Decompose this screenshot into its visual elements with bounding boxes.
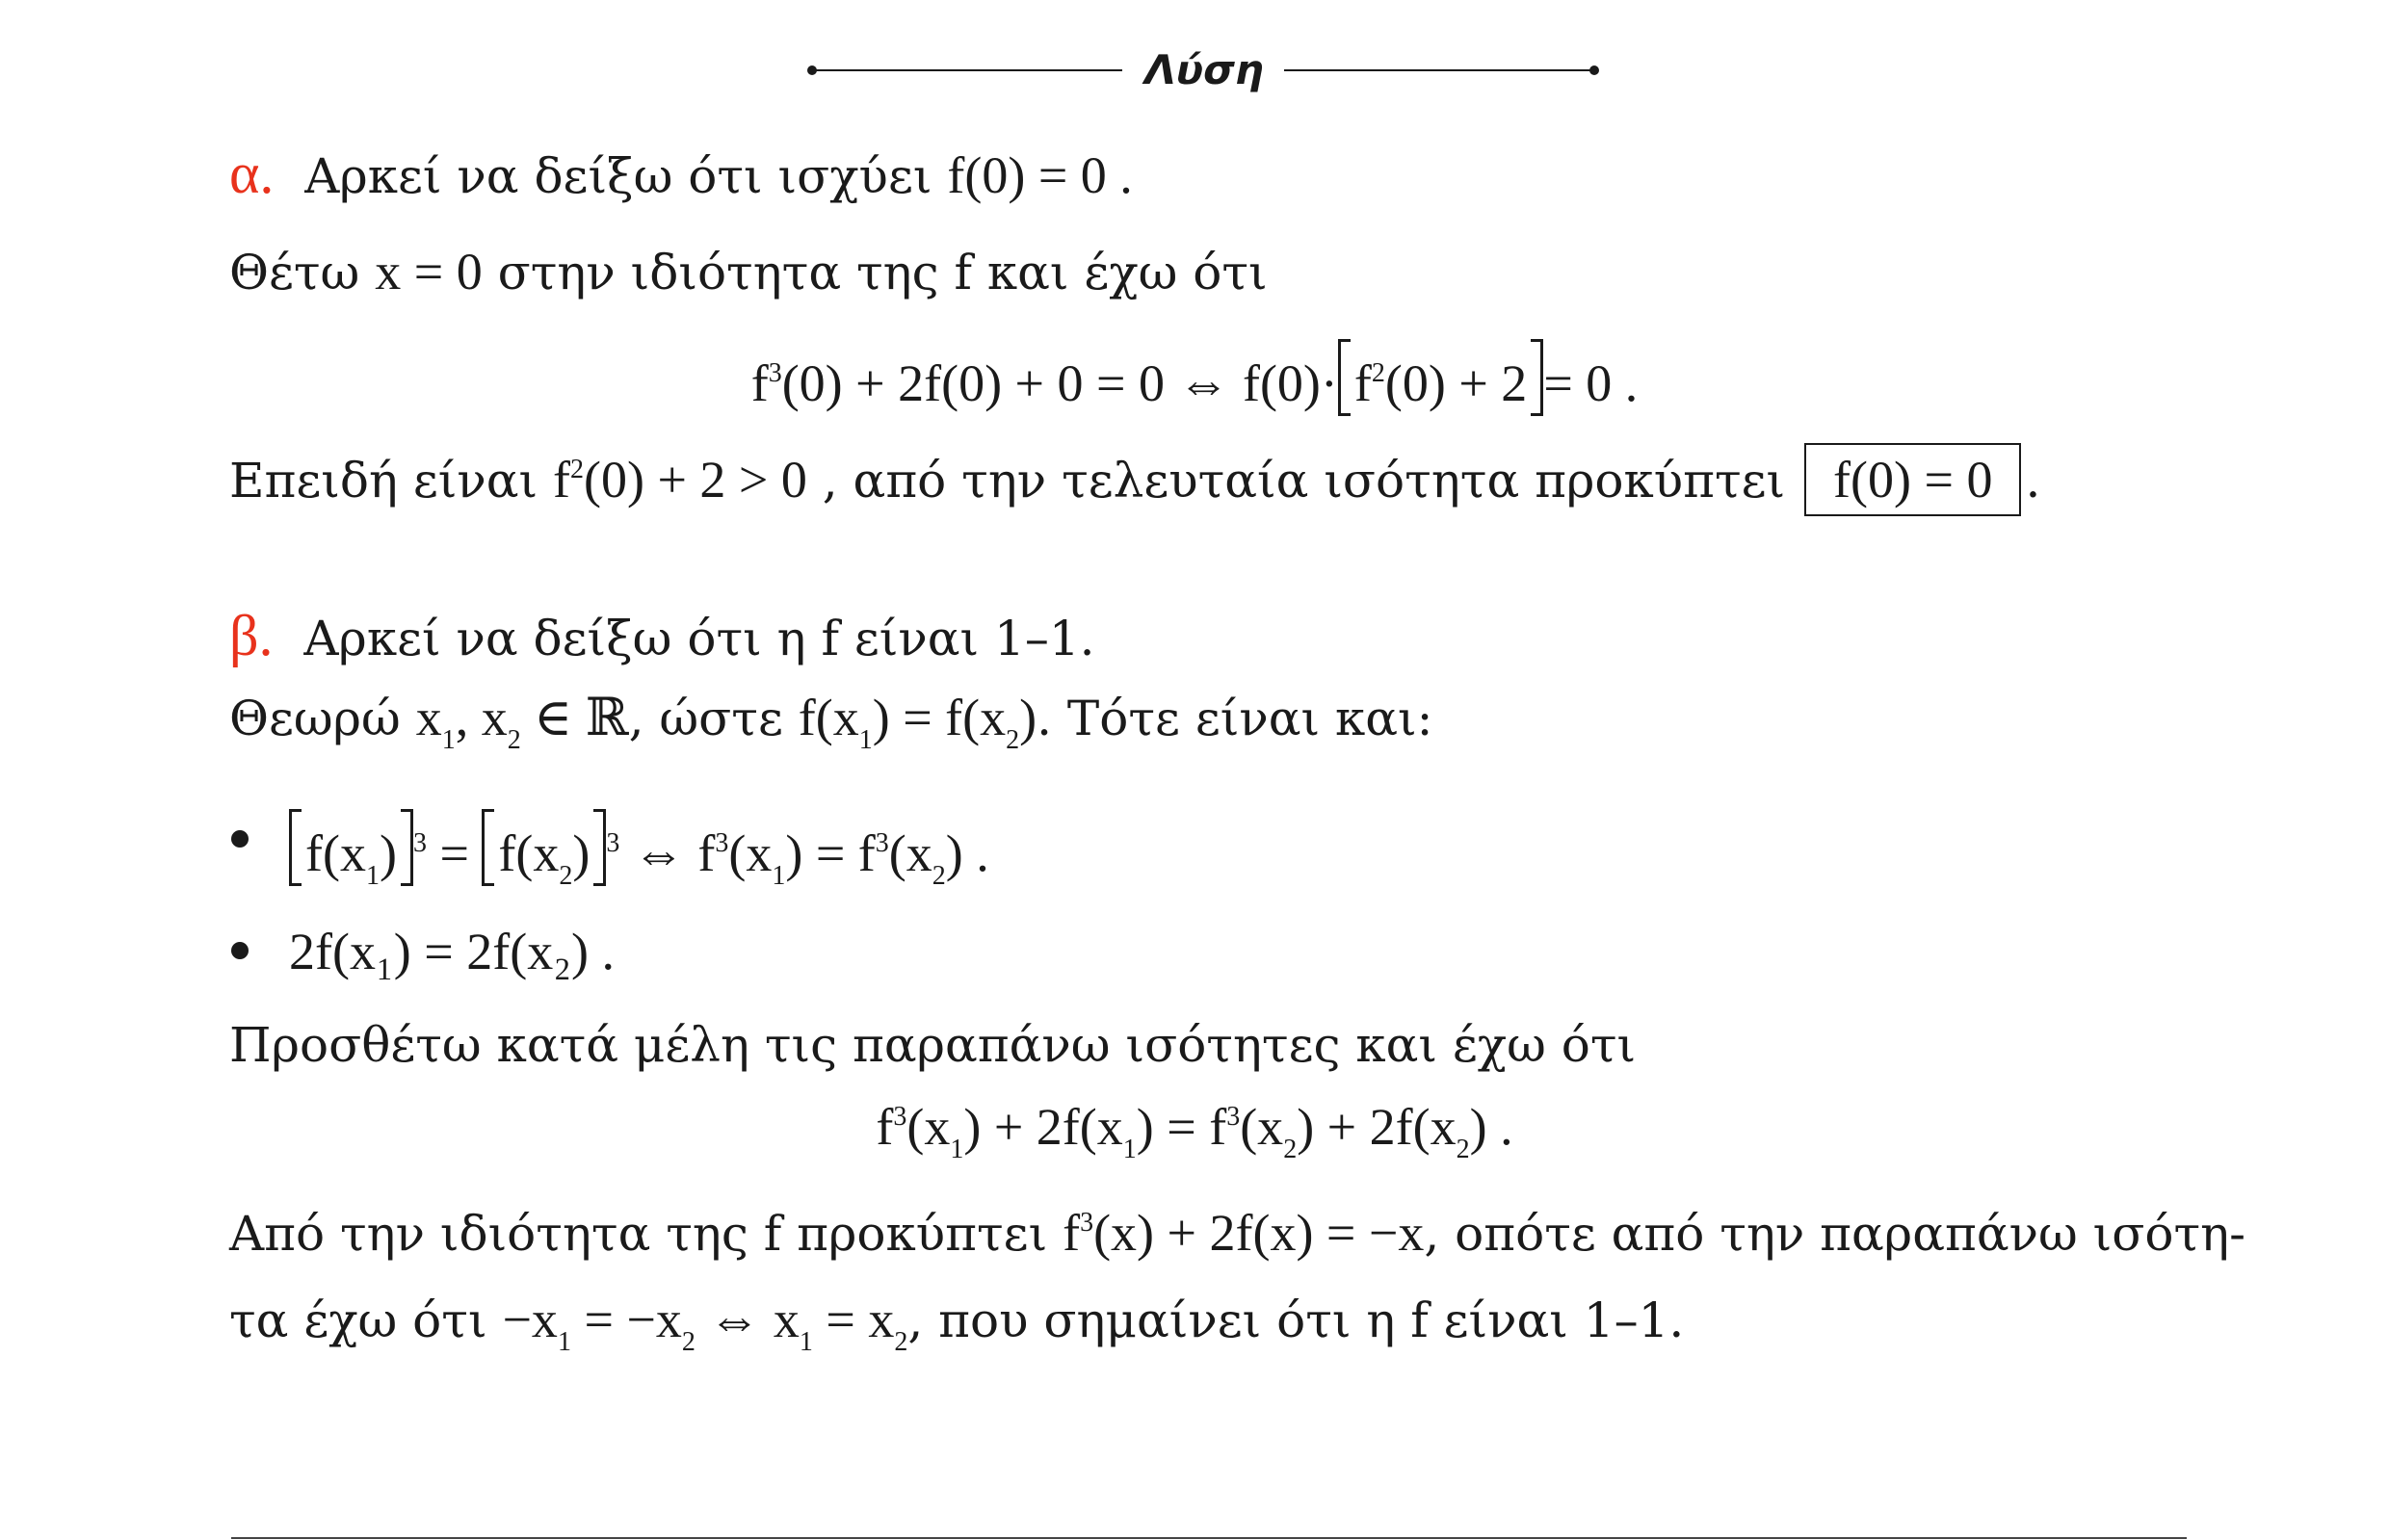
text-apo-tin: Από την ιδιότητα της f προκύπτει [229,1206,1048,1262]
l4-f: f [553,451,570,509]
eq1-inner-sup: 2 [1371,358,1385,388]
part-b-line-5: Προσθέτω κατά μέλη τις παραπάνω ισότητες και έχω ότι [229,1017,1637,1073]
text-epeidi: Επειδή είναι [229,453,538,509]
text-ta-exo: τα έχω ότι [229,1292,487,1348]
b1-period: . [976,824,989,882]
footer-rule [231,1537,2187,1539]
b1-rbr2 [593,809,606,886]
l4-ineq: (0) + 2 > 0 [583,451,807,509]
text-theoro: Θεωρώ [229,691,401,746]
part-a-goal: f(0) = 0 . [947,146,1133,204]
bullet-1-equation: $f(x_1) ^3 = f(x_2)$ $^3$ ⇔ $f^3(x_1) = f^3(x_2)$ . [289,809,989,886]
boxed-result: f(0) = 0 [1804,443,2021,516]
math-conclusion: $-x_1 = -x_2$ ⇔ $x_1 = x_2$ [502,1291,908,1357]
eq1-end: = 0 . [1543,354,1639,412]
equation-2: $f^3(x_1) + 2f(x_1) = f^3(x_2) + 2f(x_2)$ . [876,1098,1513,1164]
part-a-statement: Αρκεί να δείξω ότι ισχύει [304,148,932,204]
eq1-inner-f: f [1353,354,1372,412]
b1-lbr1 [289,809,302,886]
eq1-mid: (0) + 2f(0) + 0 = 0 ⇔ f(0)· [781,354,1338,412]
l4-sup: 2 [569,455,584,484]
equation-1 [0,339,2389,416]
text-opote: , οπότε από την παραπάνω ισότη- [1424,1206,2246,1262]
bullet-1 [231,830,249,848]
math-x-zero: x = 0 [375,243,483,300]
text-property: στην ιδιότητα της f και έχω ότι [497,245,1268,300]
part-a-line-4 [229,443,2040,516]
eq1-sup: 3 [768,358,782,388]
l4-period: . [2025,453,2041,509]
math-x1-x2-in-R: $x_1$, $x_2$ ∈ ℝ [415,689,629,755]
header-left-rule [812,69,1122,71]
part-a-line-1 [229,144,1133,205]
right-bracket [1531,339,1543,416]
text-prokyptei: , από την τελευταία ισότητα προκύπτει [822,453,1786,509]
part-b-statement: Αρκεί να δείξω ότι η f είναι 1–1. [303,611,1095,666]
part-b-line-7 [229,1204,2245,1263]
part-a-label: α. [229,142,275,205]
part-a-line-2 [229,243,1268,301]
math-property: $f^3(x) + 2f(x) = -x$ [1063,1204,1425,1262]
bullet-2-equation: 2f(x₁) = 2f(x₂) . [289,923,616,980]
part-b-line-2 [229,689,1433,755]
part-b-label: β. [229,604,274,667]
header-right-rule [1284,69,1594,71]
part-b-line-1 [229,604,1095,667]
eq1-f: f [750,354,769,412]
section-title: Λύση [1144,46,1264,93]
text-oste: , ώστε [628,691,783,746]
eq1-inner: (0) + 2 [1384,354,1528,412]
text-simainei: , που σημαίνει ότι η f είναι 1–1. [907,1292,1685,1348]
part-b-line-8 [229,1291,1685,1357]
header-right-dot [1589,65,1599,75]
text-theto: Θέτω [229,245,360,300]
math-fx1-eq-fx2: $f(x_1) = f(x_2)$ [798,689,1037,755]
bullet-2 [231,942,249,959]
left-bracket [1338,339,1351,416]
b1-rbr1 [401,809,413,886]
text-tote: . Τότε είναι και: [1037,691,1433,746]
b1-lbr2 [482,809,494,886]
